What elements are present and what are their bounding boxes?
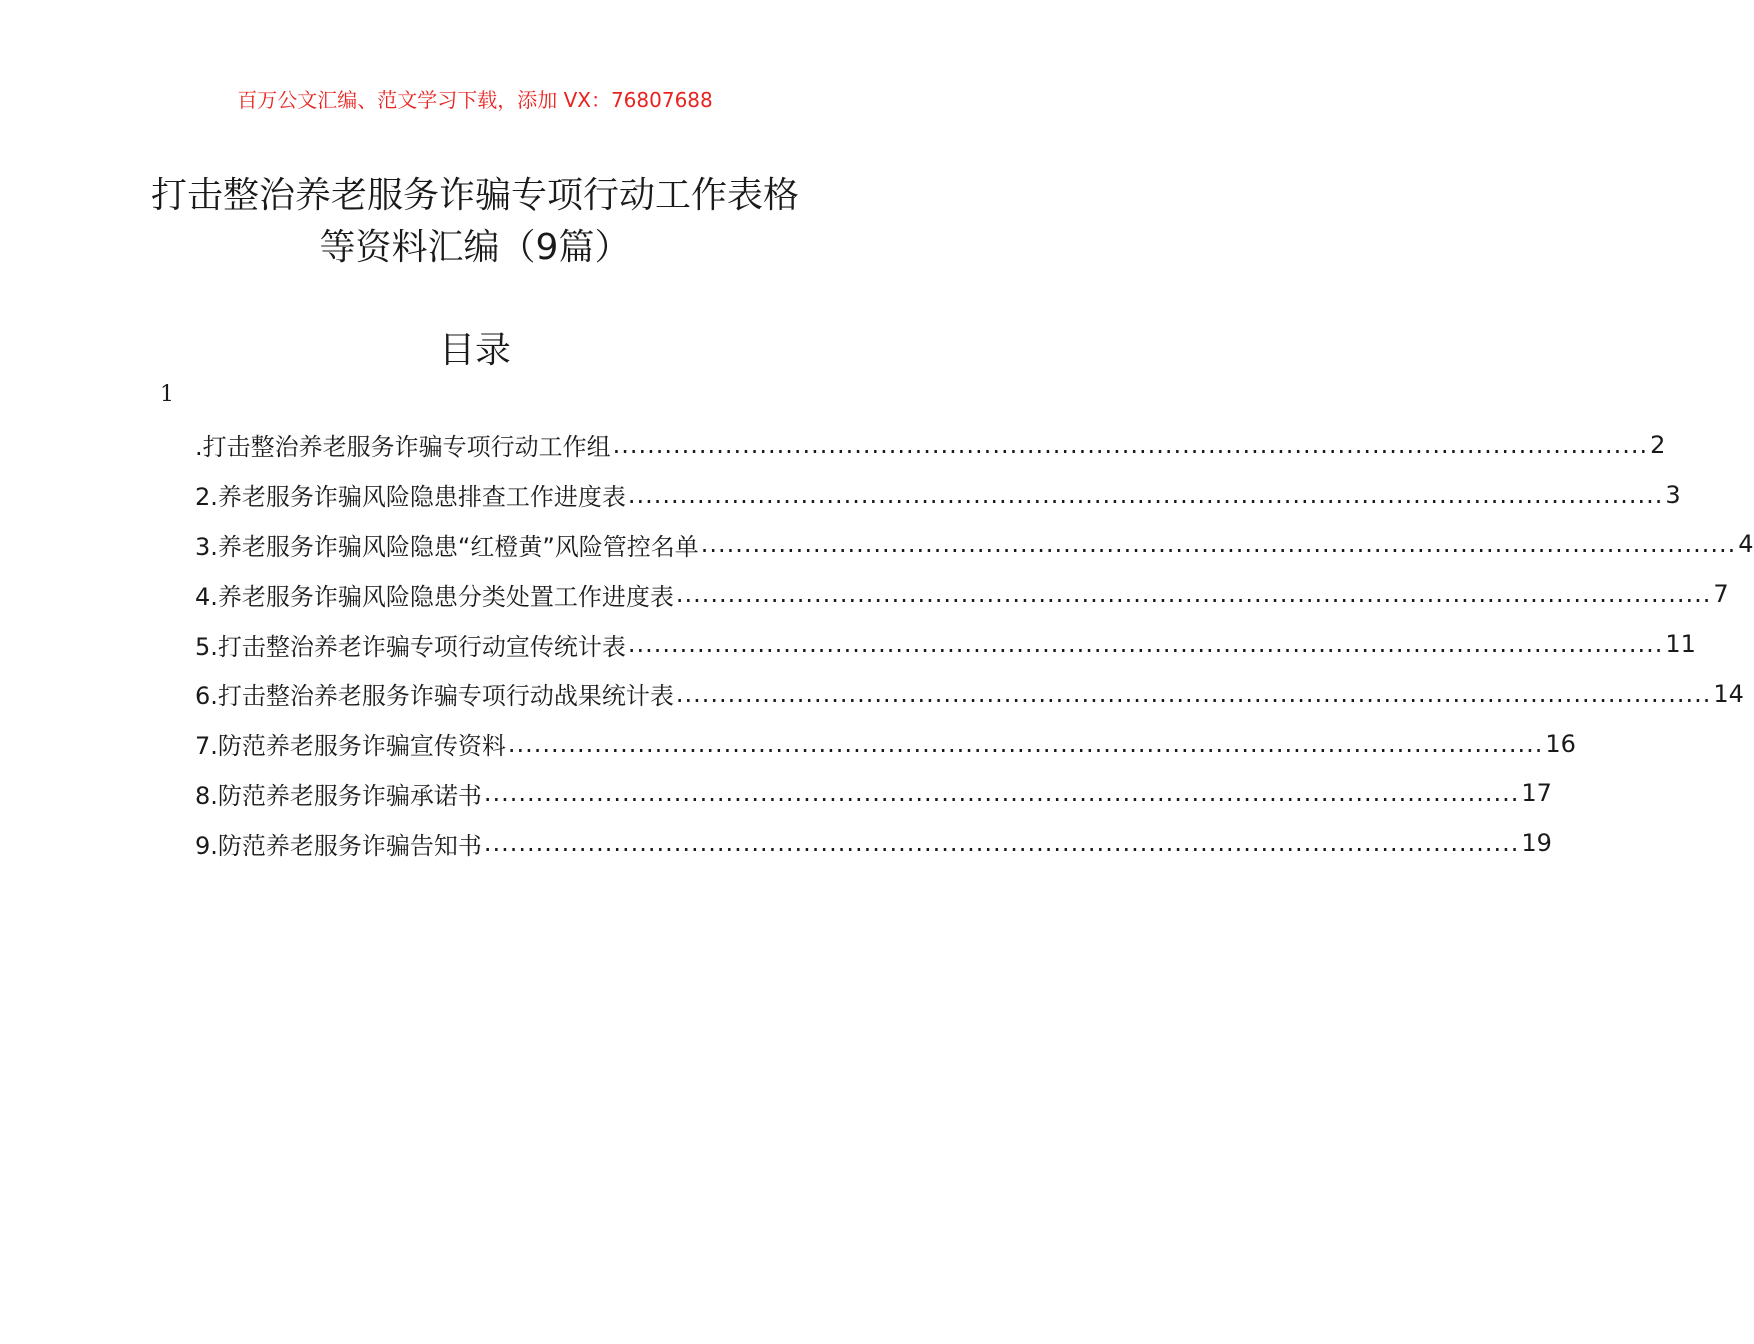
- toc-item-leader: ........................................................................................................................: [675, 679, 1712, 708]
- toc-item-leader: ........................................................................................................................: [507, 729, 1544, 758]
- toc-item-label: 9.防范养老服务诈骗告知书: [195, 831, 482, 860]
- toc-item[interactable]: [195, 619, 1696, 669]
- toc-item-label: 4.养老服务诈骗风险隐患分类处置工作进度表: [195, 582, 674, 611]
- title-line-1: 打击整治养老服务诈骗专项行动工作表格: [150, 175, 799, 216]
- toc-item-leader: ........................................................................................................................: [483, 829, 1520, 858]
- toc-item-leader: ........................................................................................................................: [675, 580, 1712, 609]
- toc-item-label: 6.打击整治养老服务诈骗专项行动战果统计表: [195, 682, 674, 711]
- toc-item-label: 8.防范养老服务诈骗承诺书: [195, 781, 482, 810]
- toc-item-page: 17: [1521, 779, 1552, 808]
- toc-item-page: 11: [1665, 630, 1696, 659]
- toc-item[interactable]: [195, 669, 1744, 719]
- toc-item-leader: ........................................................................................................................: [483, 779, 1520, 808]
- toc-item-page: 19: [1521, 829, 1552, 858]
- toc-heading: 目录: [438, 330, 511, 371]
- toc-item[interactable]: [195, 420, 1666, 470]
- title-line-2: 等资料汇编（9篇）: [319, 227, 631, 268]
- toc-item-label: 7.防范养老服务诈骗宣传资料: [195, 732, 506, 761]
- toc-item-leader: ........................................................................................................................: [627, 630, 1664, 659]
- toc-item-label: 2.养老服务诈骗风险隐患排查工作进度表: [195, 483, 626, 512]
- toc-item-page: 7: [1713, 580, 1729, 609]
- document-title: [0, 170, 950, 274]
- toc-item-label: .打击整治养老服务诈骗专项行动工作组: [195, 433, 611, 462]
- toc-item-page: 14: [1713, 679, 1744, 708]
- toc-item[interactable]: [195, 719, 1576, 769]
- toc-item[interactable]: [195, 569, 1729, 619]
- toc-item[interactable]: [195, 818, 1552, 868]
- toc-item-page: 2: [1650, 430, 1666, 459]
- toc-item-label: 5.打击整治养老诈骗专项行动宣传统计表: [195, 632, 626, 661]
- toc-item[interactable]: [195, 470, 1681, 520]
- toc-item-label: 3.养老服务诈骗风险隐患“红橙黄”风险管控名单: [195, 532, 699, 561]
- toc-list: [195, 420, 1754, 868]
- toc-item[interactable]: [195, 520, 1754, 570]
- toc-item-page: 16: [1545, 729, 1576, 758]
- toc-item-page: 3: [1665, 480, 1681, 509]
- toc-item-leader: ........................................................................................................................: [627, 480, 1664, 509]
- header-note: 百万公文汇编、范文学习下载，添加 VX：76807688: [237, 88, 713, 112]
- toc-item[interactable]: [195, 769, 1552, 819]
- toc-item-leader: ........................................................................................................................: [612, 430, 1649, 459]
- toc-item-page: 4: [1738, 530, 1754, 559]
- toc-item-leader: ........................................................................................................................: [700, 530, 1737, 559]
- stray-number: 1: [160, 382, 174, 407]
